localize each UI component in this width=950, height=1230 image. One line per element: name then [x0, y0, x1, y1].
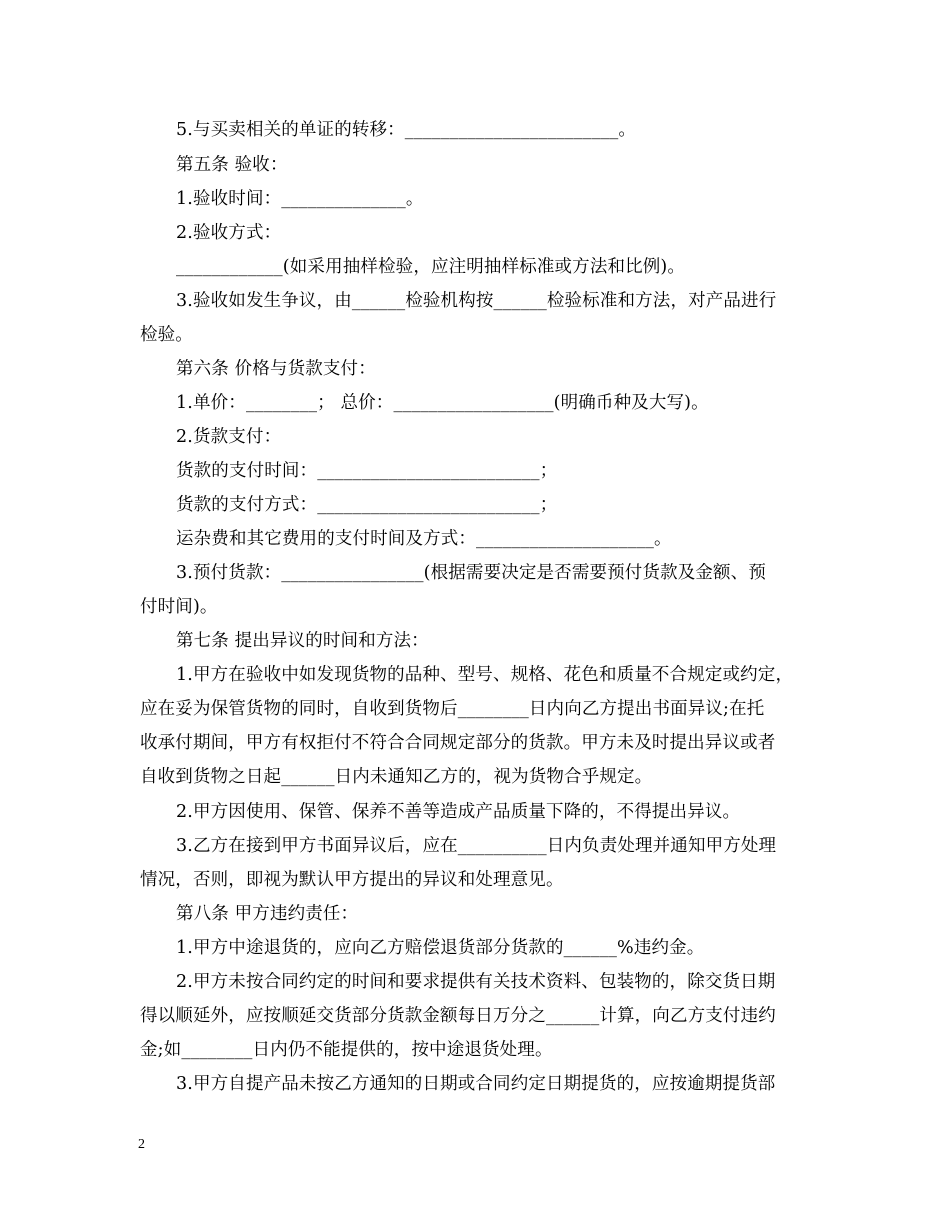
clause-line: 自收到货物之日起______日内未通知乙方的，视为货物合乎规定。	[140, 767, 653, 787]
clause-line: 2.货款支付：	[176, 427, 282, 447]
section-heading: 第八条 甲方违约责任：	[176, 904, 359, 924]
clause-line: 5.与买卖相关的单证的转移：________________________。	[176, 120, 637, 140]
clause-line: 1.甲方中途退货的，应向乙方赔偿退货部分货款的______%违约金。	[176, 938, 705, 958]
clause-line: 货款的支付时间：_________________________；	[176, 461, 558, 481]
section-heading: 第五条 验收：	[176, 155, 288, 175]
clause-line: 2.甲方因使用、保管、保养不善等造成产品质量下降的，不得提出异议。	[176, 802, 741, 822]
clause-line: 运杂费和其它费用的支付时间及方式：____________________。	[176, 529, 672, 549]
clause-line: 2.甲方未按合同约定的时间和要求提供有关技术资料、包装物的，除交货日期	[176, 972, 776, 992]
clause-line: ____________(如采用抽样检验，应注明抽样标准或方法和比例)。	[176, 257, 686, 277]
clause-line: 检验。	[140, 325, 193, 345]
clause-line: 货款的支付方式：_________________________；	[176, 495, 558, 515]
clause-line: 3.预付货款：________________(根据需要决定是否需要预付货款及金额、预	[176, 563, 766, 583]
clause-line: 得以顺延外，应按顺延交货部分货款金额每日万分之______计算，向乙方支付违约	[140, 1006, 776, 1026]
clause-line: 金;如________日内仍不能提供的，按中途退货处理。	[140, 1040, 553, 1060]
clause-line: 情况，否则，即视为默认甲方提出的异议和处理意见。	[140, 870, 564, 890]
clause-line: 3.乙方在接到甲方书面异议后，应在__________日内负责处理并通知甲方处理	[176, 836, 777, 856]
clause-line: 2.验收方式：	[176, 223, 282, 243]
page-number: 2	[138, 1137, 145, 1152]
clause-line: 1.单价：________； 总价：__________________(明确币种及大写)。	[176, 393, 709, 413]
clause-line: 付时间)。	[140, 597, 218, 617]
section-heading: 第六条 价格与货款支付：	[176, 359, 376, 379]
clause-line: 1.验收时间：______________。	[176, 189, 424, 209]
clause-line: 1.甲方在验收中如发现货物的品种、型号、规格、花色和质量不合规定或约定，	[176, 665, 794, 685]
clause-line: 收承付期间，甲方有权拒付不符合合同规定部分的货款。甲方未及时提出异议或者	[140, 733, 776, 753]
clause-line: 3.甲方自提产品未按乙方通知的日期或合同约定日期提货的，应按逾期提货部	[176, 1074, 776, 1094]
section-heading: 第七条 提出异议的时间和方法：	[176, 631, 429, 651]
clause-line: 应在妥为保管货物的同时，自收到货物后________日内向乙方提出书面异议;在托	[140, 699, 765, 719]
clause-line: 3.验收如发生争议，由______检验机构按______检验标准和方法，对产品进行	[176, 291, 777, 311]
